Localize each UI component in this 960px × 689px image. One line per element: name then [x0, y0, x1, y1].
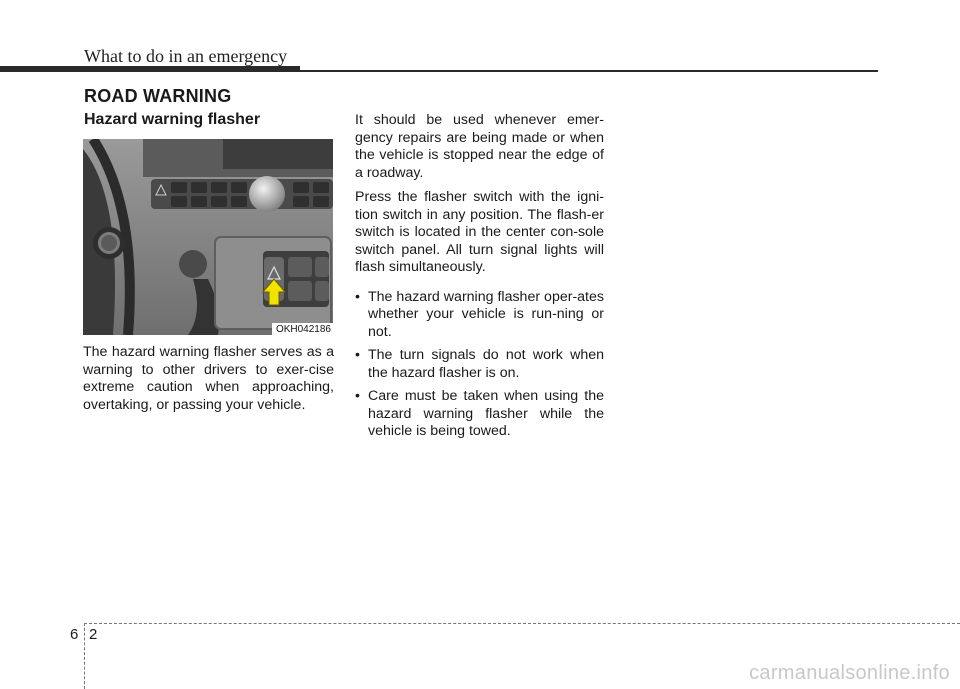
list-item-text: The turn signals do not work when the hazard flasher is on.	[368, 347, 604, 381]
list-item	[355, 388, 604, 441]
usage-paragraph: It should be used whenever emer-gency repairs are being made or when the vehicle is stopped near the edge of a roadway.	[355, 112, 604, 181]
right-column	[355, 112, 604, 447]
chapter-title: What to do in an emergency	[84, 46, 288, 66]
intro-paragraph: The hazard warning flasher serves as a warning to other drivers to exer-cise extreme caution when approaching, overtaking, or passing your vehicle.	[83, 344, 334, 413]
page-number: 2	[89, 626, 98, 643]
dashboard-image	[83, 139, 333, 335]
chapter-number: 6	[70, 626, 79, 643]
bullet-glyph: •	[355, 347, 360, 363]
list-item-text: Care must be taken when using the hazard warning flasher while the vehicle is being towed.	[368, 388, 604, 439]
figure-code-label: OKH042186	[272, 323, 333, 335]
bullet-glyph: •	[355, 288, 360, 305]
footer-rule	[84, 623, 960, 624]
list-item-text: The hazard warning flasher oper-ates whether your vehicle is run-ning or not.	[368, 288, 604, 340]
operation-paragraph: Press the flasher switch with the igni-tion switch in any position. The flash-er switch is located in the center con-sole switch panel. All turn signal lights will flash simultaneously.	[355, 189, 604, 275]
subsection-title: Hazard warning flasher	[84, 111, 261, 128]
list-item	[355, 289, 604, 342]
chapter-rule	[0, 66, 300, 72]
notes-list	[355, 289, 604, 441]
section-title: ROAD WARNING	[84, 86, 232, 106]
footer-divider	[84, 623, 85, 689]
chapter-rule-line	[300, 70, 878, 72]
watermark-text: carmanualsonline.info	[749, 662, 950, 684]
hazard-switch-illustration	[83, 139, 333, 335]
list-item	[355, 347, 604, 382]
bullet-glyph: •	[355, 388, 360, 404]
left-column	[83, 344, 334, 414]
